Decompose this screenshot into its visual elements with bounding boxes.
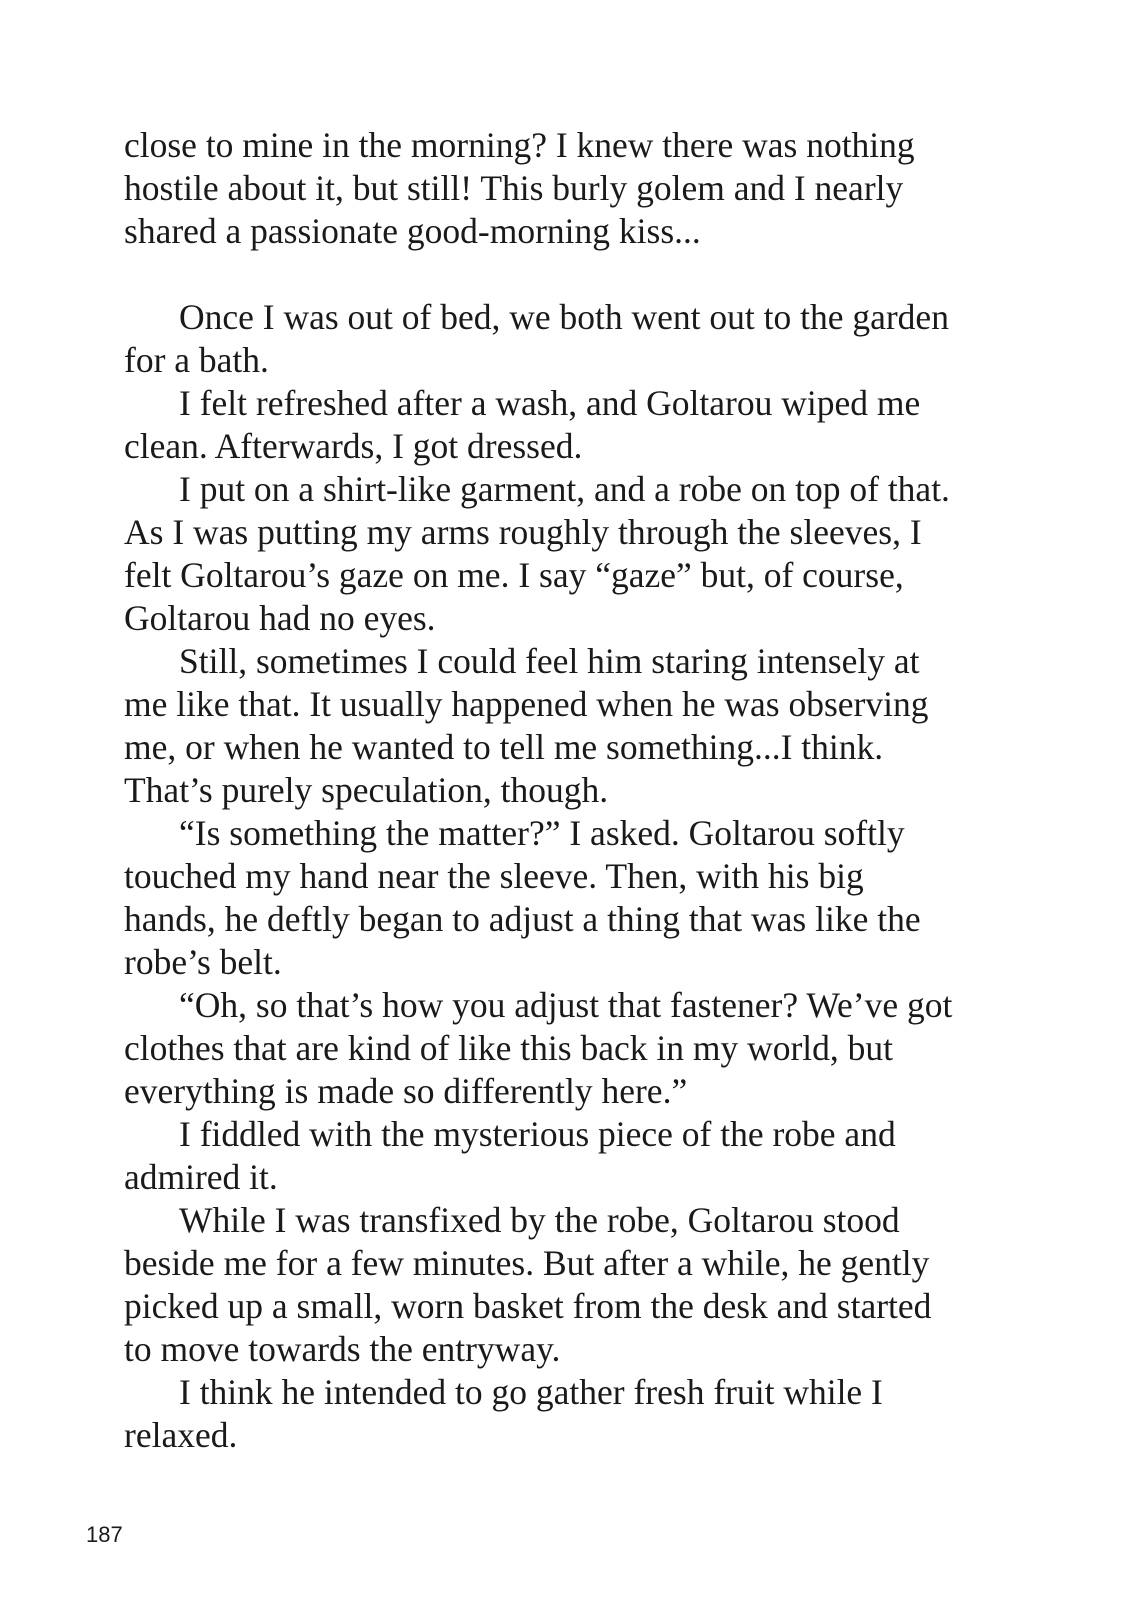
page-number: 187 — [86, 1522, 123, 1547]
body-text — [124, 124, 954, 1457]
paragraph: “Oh, so that’s how you adjust that fastener? We’ve got clothes that are kind of like this back in my world, but everything is made so differently here.” — [124, 985, 953, 1111]
paragraph: I put on a shirt-like garment, and a robe on top of that. As I was putting my arms roughly through the sleeves, I felt Goltarou’s gaze on me. I say “gaze” but, of course, Goltarou had no eyes. — [124, 469, 950, 638]
paragraph: I fiddled with the mysterious piece of the robe and admired it. — [124, 1114, 896, 1197]
paragraph: While I was transfixed by the robe, Goltarou stood beside me for a few minutes. But after a while, he gently picked up a small, worn basket from the desk and started to move towards the entryway. — [124, 1200, 932, 1369]
paragraph: Still, sometimes I could feel him staring intensely at me like that. It usually happened when he was observing me, or when he wanted to tell me something...I think. That’s purely speculation, though. — [124, 641, 929, 810]
paragraph: I think he intended to go gather fresh fruit while I relaxed. — [124, 1372, 883, 1455]
paragraph: Once I was out of bed, we both went out to the garden for a bath. — [124, 297, 949, 380]
paragraph: close to mine in the morning? I knew there was nothing hostile about it, but still! This burly golem and I nearly shared a passionate good-morning kiss... — [124, 125, 915, 251]
paragraph: “Is something the matter?” I asked. Goltarou softly touched my hand near the sleeve. Then, with his big hands, he deftly began to adjust a thing that was like the robe’s belt. — [124, 813, 921, 982]
paragraph: I felt refreshed after a wash, and Goltarou wiped me clean. Afterwards, I got dressed. — [124, 383, 921, 466]
